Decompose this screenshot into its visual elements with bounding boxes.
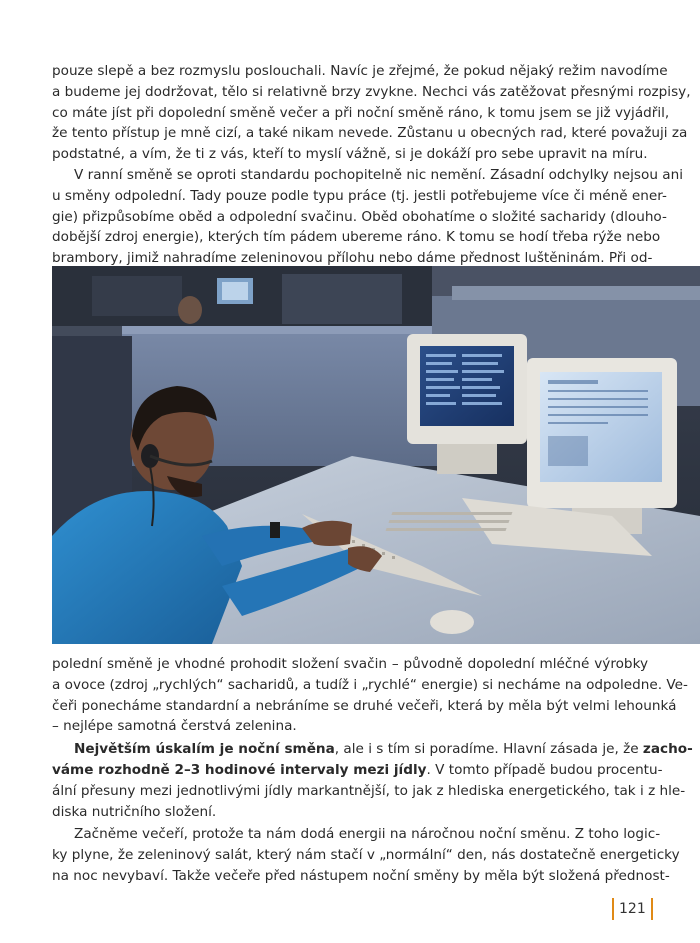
text-line: čeři ponecháme standardní a nebráníme se druhé večeři, která by měla být velmi lehounká xyxy=(52,697,677,714)
text-line: že tento přístup je mně cizí, a také nikam nevede. Zůstanu u obecných rad, které považuji za xyxy=(52,125,688,142)
text-segment: , ale i s tím si poradíme. Hlavní zásada je, že xyxy=(334,741,643,758)
text-segment: . V tomto případě budou procentu- xyxy=(426,761,663,778)
text-line: a ovoce (zdroj „rychlých“ sacharidů, a tudíž i „rychlé“ energie) si necháme na odpoledne. Ve- xyxy=(52,676,688,693)
text-line: polední směně je vhodné prohodit složení svačin – původně dopolední mléčné výrobky xyxy=(52,656,648,672)
text-line: ky plyne, že zeleninový salát, který nám stačí v „normální“ den, nás dostatečně energeticky xyxy=(52,847,680,864)
text-line: na noc nevybaví. Takže večeře před nástupem noční směny by měla být složená přednost- xyxy=(52,867,670,884)
text-line: dobější zdroj energie), kterých tím pádem ubereme ráno. K tomu se hodí třeba rýže nebo xyxy=(52,229,661,246)
text-block-bottom xyxy=(52,654,693,887)
text-line: ální přesuny mezi jednotlivými jídly markantnější, to jak z hlediska energetického, tak i z hle- xyxy=(52,782,686,799)
photo-illustration xyxy=(52,266,700,644)
page-number: 121 xyxy=(619,901,646,917)
text-line: a budeme jej dodržovat, tělo si relativně brzy zvykne. Nechci vás zatěžovat přesnými rozpisy, xyxy=(52,83,691,100)
text-line-night-shift xyxy=(52,739,693,760)
text-line-night-shift xyxy=(52,760,663,781)
text-line: brambory, jimiž nahradíme zeleninovou přílohu nebo dáme přednost luštěninám. Při od- xyxy=(52,250,653,267)
text-line: podstatné, a vím, že ti z vás, kteří to myslí vážně, si je dokáží pro sebe upravit na míru. xyxy=(52,146,648,163)
text-line: – nejlépe samotná čerstvá zelenina. xyxy=(52,718,297,735)
text-line: u směny odpolední. Tady pouze podle typu práce (tj. jestli potřebujeme více či méně ener- xyxy=(52,187,667,204)
photo-call-center-operator xyxy=(52,266,700,644)
bold-phrase: váme rozhodně 2–3 hodinové intervaly mezi jídly xyxy=(52,761,427,778)
page-number-box xyxy=(612,896,653,922)
bold-phrase: Největším úskalím je noční směna xyxy=(74,741,335,758)
bold-phrase: zacho- xyxy=(642,741,693,758)
text-line: V ranní směně se oproti standardu pochopitelně nic nemění. Zásadní odchylky nejsou ani xyxy=(74,166,683,183)
text-block-top xyxy=(52,61,691,269)
text-line: diska nutričního složení. xyxy=(52,803,217,820)
text-line: gie) přizpůsobíme oběd a odpolední svačinu. Oběd obohatíme o složité sacharidy (dlouho- xyxy=(52,208,667,225)
text-line: co máte jíst při dopolední směně večer a při noční směně ráno, k tomu jsem se již vyjádřil, xyxy=(52,104,670,121)
text-line: Začněme večeří, protože ta nám dodá energii na náročnou noční směnu. Z toho logic- xyxy=(74,826,661,843)
page-number-bar-right xyxy=(651,898,653,920)
text-line: pouze slepě a bez rozmyslu poslouchali. Navíc je zřejmé, že pokud nějaký režim navodíme xyxy=(52,63,668,79)
